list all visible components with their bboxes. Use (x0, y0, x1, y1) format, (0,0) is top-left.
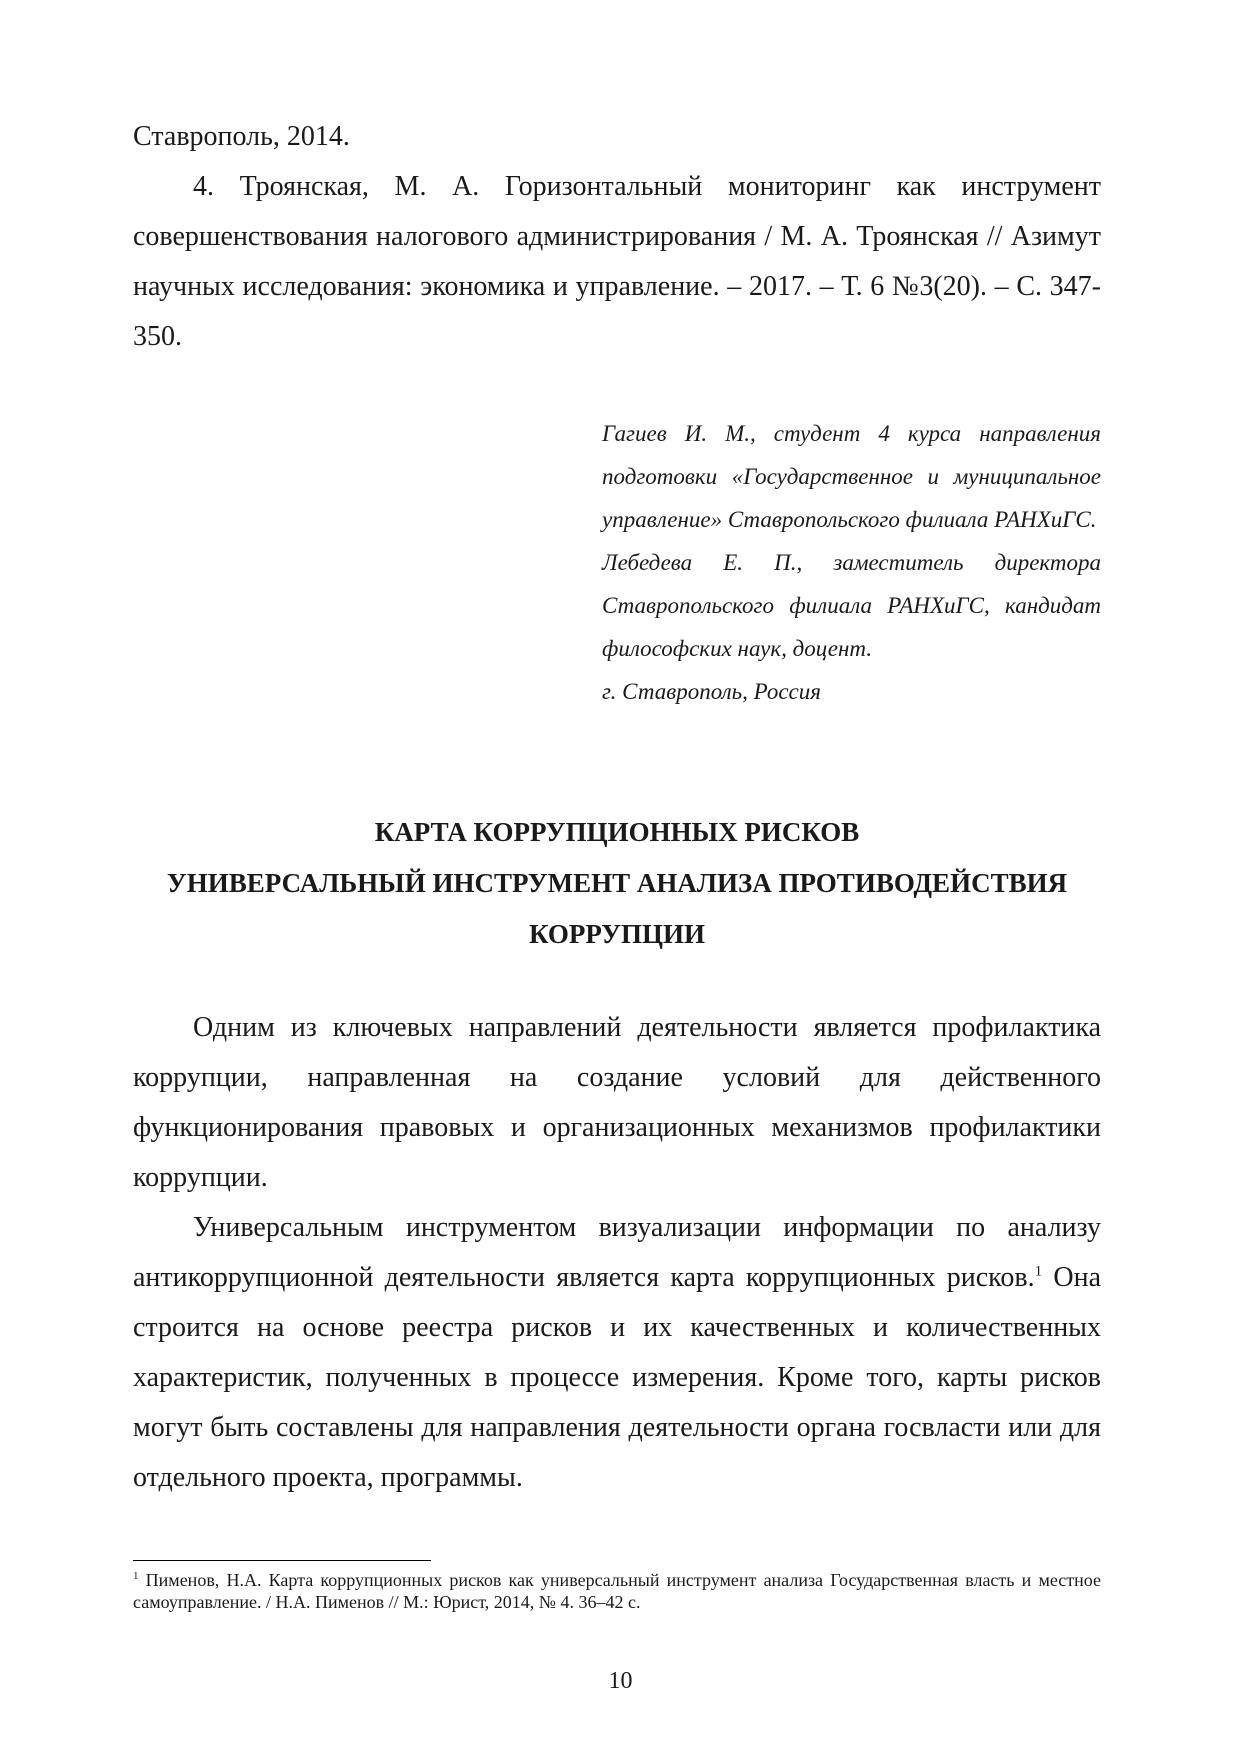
article-title (133, 807, 1101, 960)
title-line-3: КОРРУПЦИИ (528, 919, 706, 949)
reference-item-4 (133, 162, 1101, 362)
page-number: 10 (608, 1668, 633, 1694)
title-line-1: КАРТА КОРРУПЦИОННЫХ РИСКОВ (374, 817, 860, 847)
footnote-reference[interactable]: 1 (1034, 1263, 1043, 1280)
author-1: Гагиев И. М., студент 4 курса направления подготовки «Государственное и муниципальное управление» Ставропольского филиала РАНХиГС. (602, 421, 1101, 532)
author-location: г. Ставрополь, Россия (602, 679, 821, 704)
author-block (602, 412, 1101, 713)
footnote-text: Пименов, Н.А. Карта коррупционных рисков как универсальный инструмент анализа Государственная власть и местное самоуправление. / Н.А. Пименов // М.: Юрист, 2014, № 4. 36–42 с. (133, 1570, 1101, 1612)
body-paragraph-1: Одним из ключевых направлений деятельности является профилактика коррупции, направленная на создание условий для действенного функционирования правовых и организационных механизмов профилактики коррупции. (133, 1012, 1101, 1193)
reference-number: 4. (193, 171, 214, 202)
title-line-2: УНИВЕРСАЛЬНЫЙ ИНСТРУМЕНТ АНАЛИЗА ПРОТИВОДЕЙСТВИЯ (166, 868, 1068, 898)
footnote-marker: 1 (133, 1570, 139, 1582)
body-paragraph-2 (133, 1203, 1101, 1503)
paragraph-2-text-start: Универсальным инструментом визуализации информации по анализу антикоррупционной деятельности является карта коррупционных рисков. (133, 1212, 1101, 1293)
reference-text: Троянская, М. А. Горизонтальный мониторинг как инструмент совершенствования налогового администрирования / М. А. Троянская // Азимут научных исследования: экономика и управление. – 2017. – Т. 6 №3(20). – С. 347-350. (133, 171, 1102, 352)
author-2: Лебедева Е. П., заместитель директора Ставропольского филиала РАНХиГС, кандидат философских наук, доцент. (602, 550, 1101, 661)
footnote-divider (133, 1560, 431, 1561)
reference-continuation: Ставрополь, 2014. (133, 121, 350, 152)
footnote (133, 1569, 1101, 1613)
paragraph-2-text-end: Она строится на основе реестра рисков и их качественных и количественных характеристик, полученных в процессе измерения. Кроме того, карты рисков могут быть составлены для направления деятельности органа госвласти или для отдельного проекта, программы. (133, 1262, 1101, 1493)
